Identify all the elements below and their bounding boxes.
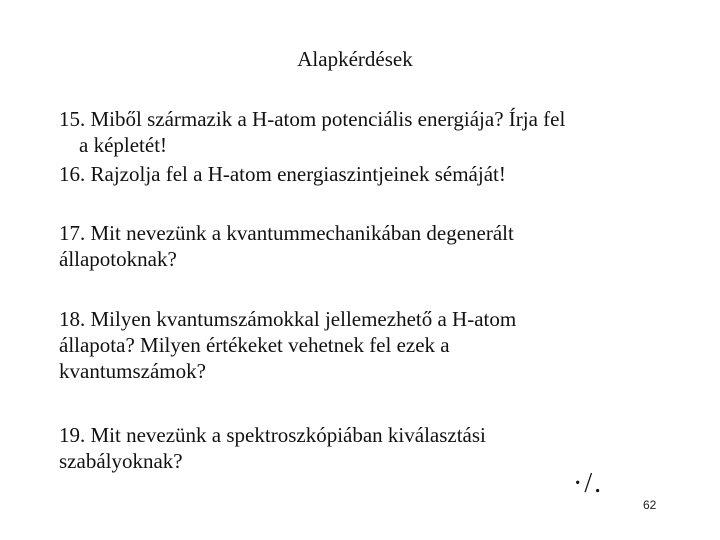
question-15 — [59, 106, 659, 158]
slide-title: Alapkérdések — [297, 47, 413, 71]
question-15-line-2: a képletét! — [79, 133, 168, 157]
question-19 — [59, 422, 659, 474]
question-17-line-1: 17. Mit nevezünk a kvantummechanikában degenerált — [59, 221, 514, 245]
question-19-line-1: 19. Mit nevezünk a spektroszkópiában kiválasztási — [59, 423, 486, 447]
question-18-line-1: 18. Milyen kvantumszámokkal jellemezhető a H-atom — [59, 307, 517, 331]
question-18 — [59, 306, 659, 384]
question-15-line-1: 15. Miből származik a H-atom potenciális energiája? Írja fel — [59, 107, 566, 131]
decorative-mark: ·/. — [573, 468, 604, 499]
page-number: 62 — [643, 498, 657, 512]
question-18-line-2: állapota? Milyen értékeket vehetnek fel ezek a — [59, 333, 450, 357]
question-16-line-1: 16. Rajzolja fel a H-atom energiaszintjeinek sémáját! — [59, 162, 506, 186]
question-18-line-3: kvantumszámok? — [59, 359, 206, 383]
question-17 — [59, 220, 659, 272]
question-17-line-2: állapotoknak? — [59, 247, 177, 271]
question-16 — [59, 161, 659, 187]
question-19-line-2: szabályoknak? — [59, 449, 183, 473]
